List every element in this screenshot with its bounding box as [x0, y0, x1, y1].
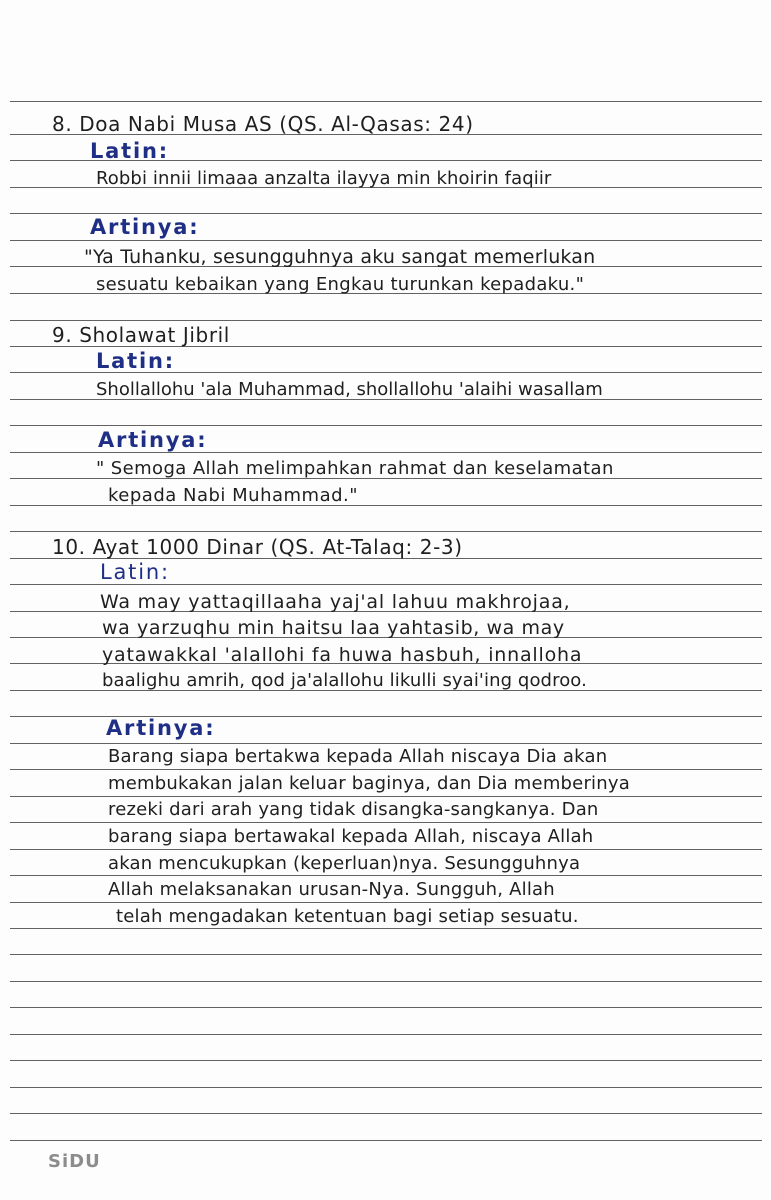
ruled-line — [10, 1087, 762, 1088]
latin-line: baalighu amrih, qod ja'alallohu likulli syai'ing qodroo. — [102, 670, 587, 691]
ruled-line — [10, 1060, 762, 1061]
meaning-line: kepada Nabi Muhammad." — [108, 485, 359, 506]
latin-line: Shollallohu 'ala Muhammad, shollallohu 'alaihi wasallam — [96, 379, 603, 400]
section-title: 9. Sholawat Jibril — [52, 323, 230, 347]
section-title: 10. Ayat 1000 Dinar (QS. At-Talaq: 2-3) — [52, 535, 463, 559]
meaning-line: Allah melaksanakan urusan-Nya. Sungguh, Allah — [108, 879, 555, 900]
ruled-line — [10, 320, 762, 321]
ruled-line — [10, 1034, 762, 1035]
meaning-line: Barang siapa bertakwa kepada Allah niscaya Dia akan — [108, 746, 608, 767]
latin-heading: Latin: — [90, 139, 169, 163]
ruled-line — [10, 240, 762, 241]
latin-line: yatawakkal 'alallohi fa huwa hasbuh, innalloha — [102, 644, 583, 666]
ruled-line — [10, 1140, 762, 1141]
ruled-line — [10, 425, 762, 426]
ruled-line — [10, 769, 762, 770]
latin-line: Wa may yattaqillaaha yaj'al lahuu makhrojaa, — [100, 591, 571, 613]
ruled-line — [10, 743, 762, 744]
ruled-line — [10, 902, 762, 903]
meaning-heading: Artinya: — [90, 215, 200, 239]
ruled-line — [10, 981, 762, 982]
latin-line: wa yarzuqhu min haitsu laa yahtasib, wa may — [102, 617, 565, 639]
ruled-line — [10, 849, 762, 850]
meaning-heading: Artinya: — [106, 716, 216, 740]
ruled-line — [10, 531, 762, 532]
ruled-line — [10, 796, 762, 797]
ruled-line — [10, 1113, 762, 1114]
latin-line: Robbi innii limaaa anzalta ilayya min khoirin faqiir — [96, 168, 552, 189]
meaning-line: telah mengadakan ketentuan bagi setiap sesuatu. — [116, 906, 579, 927]
meaning-line: akan mencukupkan (keperluan)nya. Sesungguhnya — [108, 853, 581, 874]
section-title: 8. Doa Nabi Musa AS (QS. Al-Qasas: 24) — [52, 112, 474, 136]
meaning-line: sesuatu kebaikan yang Engkau turunkan kepadaku." — [96, 274, 585, 295]
latin-heading: Latin: — [96, 349, 175, 373]
meaning-line: barang siapa bertawakal kepada Allah, niscaya Allah — [108, 826, 594, 847]
ruled-line — [10, 822, 762, 823]
latin-heading: Latin: — [100, 560, 170, 584]
ruled-line — [10, 101, 762, 102]
meaning-line: membukakan jalan keluar baginya, dan Dia memberinya — [108, 773, 630, 794]
meaning-line: " Semoga Allah melimpahkan rahmat dan keselamatan — [96, 458, 614, 479]
ruled-line — [10, 1007, 762, 1008]
meaning-line: "Ya Tuhanku, sesungguhnya aku sangat memerlukan — [84, 246, 596, 268]
brand-logo: SiDU — [48, 1151, 101, 1172]
meaning-line: rezeki dari arah yang tidak disangka-sangkanya. Dan — [108, 799, 599, 820]
ruled-line — [10, 954, 762, 955]
meaning-heading: Artinya: — [98, 428, 208, 452]
